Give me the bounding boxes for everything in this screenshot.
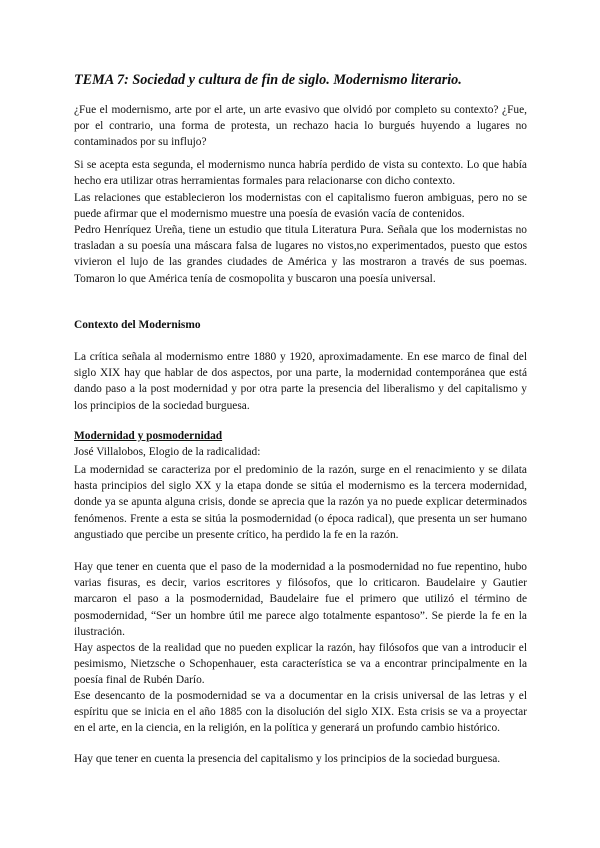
document-title: TEMA 7: Sociedad y cultura de fin de siglo. Modernismo literario. (74, 72, 462, 88)
modernity-paragraph-1: La modernidad se caracteriza por el predominio de la razón, surge en el renacimiento y se dilata hasta principios del siglo XX y la etapa donde se sitúa el modernismo es la tercera modernidad, donde ya se apunta alguna crisis, donde se aprecia que la razón ya no puede explicar determinados fenómenos. Frente a esta se sitúa la posmodernidad (o época radical), que presenta un ser humano angustiado que percibe un presente crítico, ha perdido la fe en la razón. (74, 464, 527, 541)
intro-paragraph-3: Las relaciones que establecieron los modernistas con el capitalismo fueron ambiguas, pero no se puede afirmar que el modernismo muestre una poesía de evasión vacía de contenidos. (74, 192, 527, 221)
subheading-modernity: Modernidad y posmodernidad (74, 430, 223, 442)
intro-paragraph-4: Pedro Henríquez Ureña, tiene un estudio que titula Literatura Pura. Señala que los modernistas no trasladan a su poesía una máscara falsa de lugares no vistos,no experimentados, puesto que estos vivieron el lujo de las grandes ciudades de América y las mostraron a través de sus poemas. Tomaron lo que América tenía de cosmopolita y buscaron una poesía universal. (74, 224, 527, 285)
source-citation: José Villalobos, Elogio de la radicalidad: (74, 446, 261, 458)
modernity-paragraph-4: Ese desencanto de la posmodernidad se va a documentar en la crisis universal de las letras y el espíritu que se inicia en el año 1885 con la disolución del siglo XIX. Esta crisis se va a proyectar en el arte, en la ciencia, en la religión, en la política y generará un profundo cambio histórico. (74, 690, 527, 735)
intro-paragraph-1: ¿Fue el modernismo, arte por el arte, un arte evasivo que olvidó por completo su contexto? ¿Fue, por el contrario, una forma de protesta, un rechazo hacia lo burgués huyendo a lugares no contaminados por su influjo? (74, 104, 527, 149)
modernity-paragraph-2: Hay que tener en cuenta que el paso de la modernidad a la posmodernidad no fue repentino, hubo varias fisuras, es decir, varios escritores y filósofos, que lo criticaron. Baudelaire y Gautier marcaron el paso a la posmodernidad, Baudelaire fue el primero que utilizó el término de posmodernidad, “Ser un hombre útil me parece algo totalmente espantoso”. Se pierde la fe en la ilustración. (74, 561, 527, 638)
context-paragraph: La crítica señala al modernismo entre 1880 y 1920, aproximadamente. En ese marco de final del siglo XIX hay que hablar de dos aspectos, por una parte, la modernidad contemporánea que está dando paso a la post modernidad y por otra parte la presencia del liberalismo y del capitalismo y los principios de la sociedad burguesa. (74, 351, 527, 412)
section-heading-context: Contexto del Modernismo (74, 319, 201, 331)
intro-paragraph-2: Si se acepta esta segunda, el modernismo nunca habría perdido de vista su contexto. Lo que había hecho era utilizar otras herramientas formales para relacionarse con dicho contexto. (74, 159, 527, 188)
closing-line: Hay que tener en cuenta la presencia del capitalismo y los principios de la sociedad burguesa. (74, 753, 501, 765)
modernity-paragraph-3: Hay aspectos de la realidad que no pueden explicar la razón, hay filósofos que van a introducir el pesimismo, Nietzsche o Schopenhauer, esta característica se va a encontrar principalmente en la poesía final de Rubén Darío. (74, 642, 527, 687)
